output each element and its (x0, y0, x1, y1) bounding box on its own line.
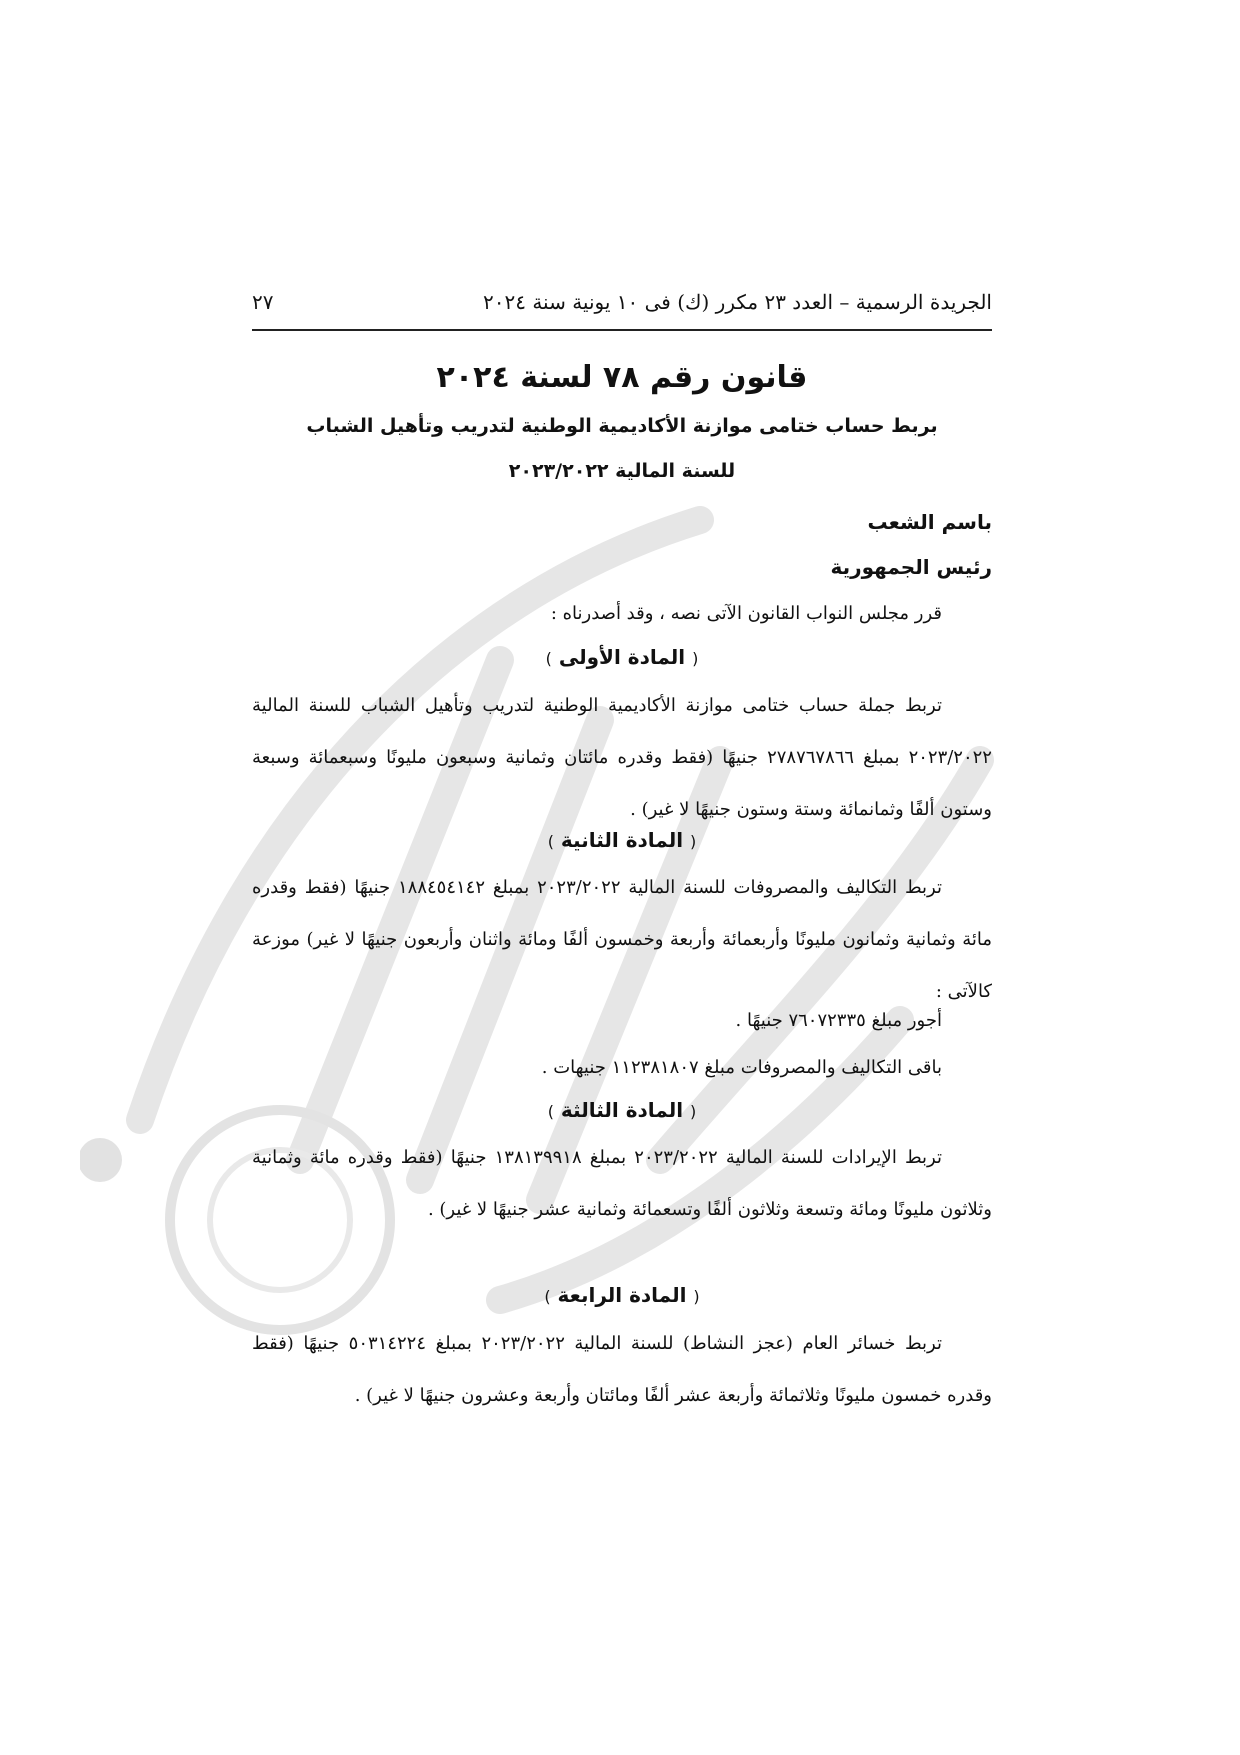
president-heading: رئيس الجمهورية (830, 555, 992, 579)
law-subtitle: بربط حساب ختامى موازنة الأكاديمية الوطنية لتدريب وتأهيل الشباب (306, 415, 938, 437)
header-rule (252, 329, 992, 331)
header-title: الجريدة الرسمية – العدد ٢٣ مكرر (ك) فى ١٠ يونية سنة ٢٠٢٤ (483, 290, 992, 314)
article-3-heading: ( المادة الثالثة ) (547, 1098, 697, 1122)
in-name-of-people: باسم الشعب (867, 510, 992, 534)
page-header (252, 290, 992, 314)
law-title: قانون رقم ٧٨ لسنة ٢٠٢٤ (436, 360, 808, 395)
article-1-text: تربط جملة حساب ختامى موازنة الأكاديمية الوطنية لتدريب وتأهيل الشباب للسنة المالية ٢٠٢٣/٢٠٢٢ بمبلغ ٢٧٨٧٦٧٨٦٦ جنيهًا (فقط وقدره مائتان وثمانية وسبعون مليونًا وسبعمائة وسبعة وستون ألفًا وثمانمائة وستة وستون جنيهًا لا غير) . (252, 695, 992, 820)
article-3-text: تربط الإيرادات للسنة المالية ٢٠٢٣/٢٠٢٢ بمبلغ ١٣٨١٣٩٩١٨ جنيهًا (فقط وقدره مائة وثمانية وثلاثون مليونًا ومائة وتسعة وثلاثون ألفًا وتسعمائة وثمانية عشر جنيهًا لا غير) . (252, 1147, 992, 1220)
article-1-heading: ( المادة الأولى ) (545, 645, 699, 669)
article-4-text: تربط خسائر العام (عجز النشاط) للسنة المالية ٢٠٢٣/٢٠٢٢ بمبلغ ٥٠٣١٤٢٢٤ جنيهًا (فقط وقدره خمسون مليونًا وثلاثمائة وأربعة عشر ألفًا ومائتان وأربعة وعشرون جنيهًا لا غير) . (252, 1333, 992, 1406)
preamble: قرر مجلس النواب القانون الآتى نصه ، وقد أصدرناه : (550, 603, 942, 624)
article-2-text: تربط التكاليف والمصروفات للسنة المالية ٢٠٢٣/٢٠٢٢ بمبلغ ١٨٨٤٥٤١٤٢ جنيهًا (فقط وقدره مائة وثمانية وثمانون مليونًا وأربعمائة وأربعة وخمسون ألفًا ومائة واثنان وأربعون جنيهًا لا غير) موزعة كالآتى : (252, 877, 992, 1002)
page-number: ٢٧ (252, 290, 274, 314)
fiscal-year-line: للسنة المالية ٢٠٢٣/٢٠٢٢ (508, 460, 736, 482)
article-2-item-other: باقى التكاليف والمصروفات مبلغ ١١٢٣٨١٨٠٧ جنيهات . (541, 1057, 942, 1078)
article-2-heading: ( المادة الثانية ) (547, 828, 697, 852)
article-4-heading: ( المادة الرابعة ) (544, 1283, 700, 1307)
article-2-item-wages: أجور مبلغ ٧٦٠٧٢٣٣٥ جنيهًا . (735, 1010, 942, 1031)
